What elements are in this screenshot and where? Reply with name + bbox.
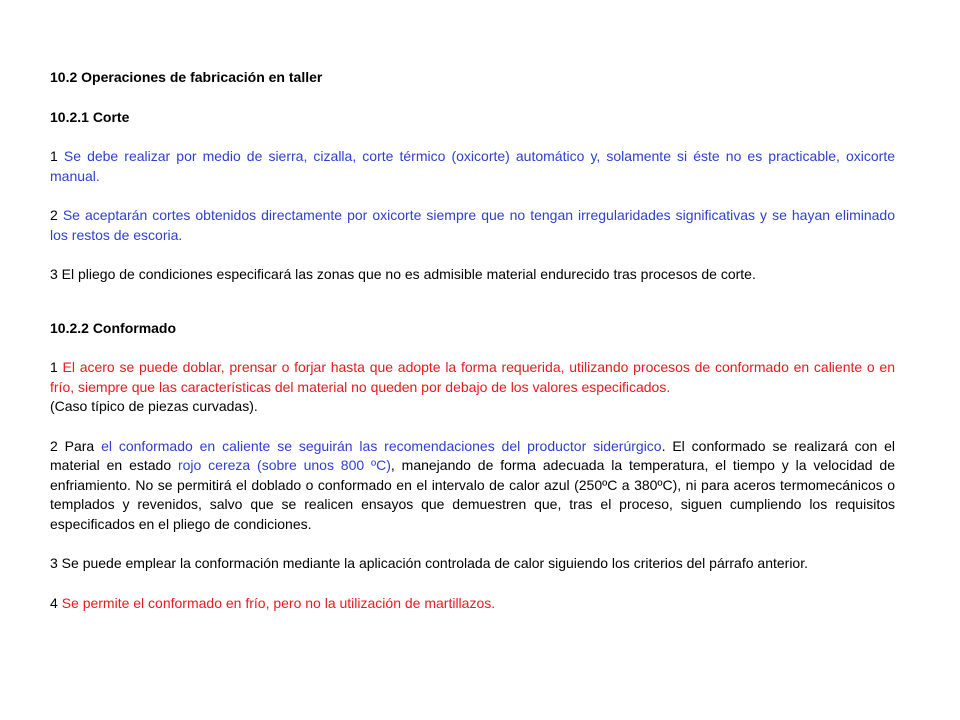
corte-paragraph-1 (50, 147, 895, 186)
section-title: 10.2 Operaciones de fabricación en taller (50, 69, 323, 85)
document-page (50, 68, 895, 613)
conformado-p2-lead: 2 Para (50, 437, 102, 454)
corte-p2-text: Se aceptarán cortes obtenidos directamente por oxicorte siempre que no tengan irregularidades significativas y se hayan eliminado los restos de escoria. (50, 207, 895, 243)
conformado-title: 10.2.2 Conformado (50, 319, 177, 336)
corte-p1-text: Se debe realizar por medio de sierra, cizalla, corte térmico (oxicorte) automático y, solamente si éste no es practicable, oxicorte manual. (50, 148, 895, 184)
conformado-p2-mid: . El conformado se realizará con el material en estado (50, 437, 895, 473)
conformado-paragraph-2 (50, 437, 895, 535)
corte-p1-number: 1 (50, 148, 64, 164)
conformado-p1-text: El acero se puede doblar, prensar o forjar hasta que adopte la forma requerida, utilizando procesos de conformado en caliente o en frío, siempre que las características del material no queden por debajo de los valores especificados. (50, 359, 895, 395)
conformado-paragraph-4 (50, 594, 895, 614)
corte-p2-number: 2 (50, 207, 63, 223)
corte-title: 10.2.1 Corte (50, 108, 130, 125)
conformado-p4-text: Se permite el conformado en frío, pero no la utilización de martillazos. (61, 594, 496, 611)
conformado-p1-number: 1 (50, 359, 63, 375)
conformado-p2-rest: , manejando de forma adecuada la temperatura, el tiempo y la velocidad de enfriamiento. No se permitirá el doblado o conformado en el intervalo de calor azul (250ºC a 380ºC), ni para aceros termomecánicos o templados y revenidos, salvo que se realicen ensayos que demuestren que, tras el proceso, siguen cumpliendo los requisitos especificados en el pliego de condiciones. (50, 457, 895, 532)
corte-paragraph-2 (50, 206, 895, 245)
conformado-p2-blue-1: el conformado en caliente se seguirán las recomendaciones del productor siderúrgico (101, 437, 662, 454)
conformado-p2-blue-2: rojo cereza (sobre unos 800 ºC) (177, 457, 391, 473)
corte-paragraph-3: 3 El pliego de condiciones especificará las zonas que no es admisible material endurecido tras procesos de corte. (50, 266, 756, 282)
conformado-paragraph-1 (50, 358, 895, 397)
conformado-paragraph-3: 3 Se puede emplear la conformación mediante la aplicación controlada de calor siguiendo los criterios del párrafo anterior. (50, 555, 808, 571)
conformado-p4-number: 4 (50, 594, 62, 611)
conformado-p1-note: (Caso típico de piezas curvadas). (50, 398, 258, 414)
